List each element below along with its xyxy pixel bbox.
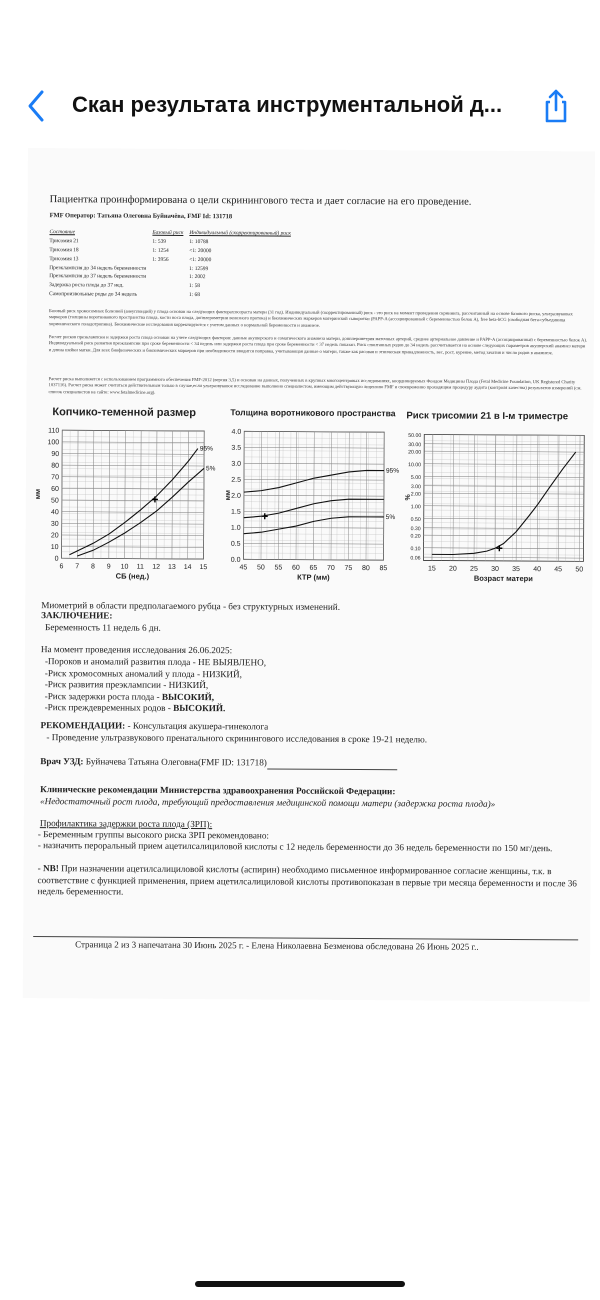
x-tick-label: 35 — [512, 565, 520, 574]
x-tick-label: 8 — [91, 563, 95, 571]
y-tick-label: 10 — [50, 544, 59, 552]
x-tick-label: 45 — [554, 566, 563, 574]
conclusion-text: Беременность 11 недель 6 дн. — [45, 622, 161, 633]
risk-table — [49, 228, 297, 300]
prophylaxis-2: - назначить пероральный прием ацетилсалициловой кислоты с 12 недель беременности до 36 недель беременности по 150 мг/день. — [37, 840, 553, 854]
y-tick-label: 0.10 — [410, 546, 421, 553]
y-tick-label: 0.0 — [230, 556, 241, 564]
list-item — [45, 702, 590, 717]
x-tick-label: 11 — [136, 563, 144, 571]
patient-marker — [262, 513, 268, 519]
y-tick-label: 30.00 — [408, 442, 422, 449]
y-tick-label: 1.0 — [230, 524, 241, 532]
x-tick-label: 9 — [106, 563, 111, 571]
y-tick-label: 90 — [51, 450, 60, 458]
risk-header-individual: Индивидуальный (скорректированный) риск — [189, 230, 291, 237]
x-tick-label: 15 — [199, 564, 208, 572]
prophylaxis-1: - Беременным группы высокого риска ЗРП рекомендовано: — [37, 829, 270, 841]
x-axis-label: КТР (мм) — [297, 572, 330, 582]
y-tick-label: 10.00 — [408, 462, 422, 469]
scanned-document — [23, 148, 595, 1001]
risk-individual: 1: 2002 — [189, 274, 206, 281]
x-axis-label: Возраст матери — [473, 573, 533, 584]
x-tick-label: 14 — [183, 563, 192, 572]
y-tick-label: 80 — [51, 462, 60, 470]
share-button[interactable] — [540, 88, 572, 124]
page-footer: Страница 2 из 3 напечатана 30 Июнь 2025 г. - Елена Николаевна Безменова обследована 26 Июнь 2025 г.. — [75, 939, 479, 952]
x-tick-label: 25 — [470, 565, 478, 573]
recommendation-2: - Проведение ультразвукового пренатального скринингового исследования в сроке 19-21 неделю. — [46, 732, 428, 745]
x-tick-label: 30 — [491, 565, 499, 573]
y-tick-label: 50 — [51, 497, 59, 505]
doctor-line — [40, 756, 585, 771]
risk-base — [152, 264, 189, 273]
x-tick-label: 80 — [362, 565, 370, 573]
x-tick-label: 45 — [239, 564, 248, 572]
prophylaxis-label: Профилактика задержки роста плода (ЗРП): — [39, 818, 213, 830]
operator-line: FMF Оператор: Татьяна Олеговна Буйначёва, FMF Id: 131718 — [49, 212, 233, 221]
y-tick-label: 3.00 — [410, 484, 421, 491]
risk-base: 1: 3956 — [152, 256, 169, 263]
x-tick-label: 70 — [327, 564, 335, 572]
patient-marker — [496, 545, 502, 551]
y-tick-label: 4.0 — [231, 428, 242, 436]
risk-individual: 1: 68 — [188, 291, 200, 299]
findings-list — [45, 656, 590, 717]
risk-condition: Трисомия 21 — [49, 238, 79, 245]
risk-individual: <1: 20000 — [189, 247, 212, 255]
doctor-name: Буйначева Татьяна Олеговна(FMF ID: 131718) — [83, 756, 267, 768]
y-tick-label: 1.5 — [231, 508, 241, 516]
x-axis-label: СБ (нед.) — [115, 571, 150, 581]
chevron-left-icon — [22, 88, 52, 124]
series-label: 5% — [206, 465, 216, 473]
y-tick-label: 5.00 — [410, 474, 422, 481]
risk-base: 1: 539 — [152, 238, 167, 246]
conclusion-label: ЗАКЛЮЧЕНИЕ: — [41, 610, 113, 621]
patient-marker — [152, 496, 158, 502]
crl-chart-title: Копчико-теменной размер — [52, 406, 196, 420]
trisomy-chart-svg — [401, 408, 592, 584]
x-tick-label: 12 — [152, 563, 161, 571]
exam-date: На момент проведения исследования 26.06.2025: — [40, 644, 233, 656]
nt-chart-title: Толщина воротникового пространства — [230, 407, 396, 419]
risk-condition: Преэклампсия до 37 недель беременности — [49, 273, 147, 281]
finding-value: ВЫСОКИЙ, — [161, 691, 215, 702]
crl-chart — [29, 406, 225, 582]
risk-header-base: Базовый риск — [152, 230, 184, 237]
doctor-label: Врач УЗД: — [40, 756, 84, 767]
fine-print-3: Расчет риска выполняется с использованием программного обеспечения FMF-2012 (версия 3,5) и основан на данных, полученных в крупных многоцентровых исследованиях, координируемых Фондом Медицины Плода (Fetal Medicine Foundation, UK Registered Charity 1037116). Расчет риска может считаться действительным только в случае,если ультразвуковое исследование выполнено специалистом, имеющим действующую лицензию FMF и своевременно проходящим процедуру аудита (контроля качества) результатов измерений (см. список специалистов на сайте: www.fetalmedicine.org). — [48, 376, 582, 395]
y-tick-label: 50.00 — [408, 432, 422, 439]
consent-text: Пациентка проинформирована о цели скринингового теста и дает согласие на его проведение. — [49, 194, 472, 208]
y-tick-label: 3.0 — [231, 460, 242, 468]
y-tick-label: 100 — [47, 439, 60, 447]
x-tick-label: 60 — [292, 564, 300, 572]
x-tick-label: 13 — [167, 563, 176, 571]
y-tick-label: 0.5 — [230, 540, 241, 548]
x-tick-label: 7 — [75, 563, 80, 571]
y-tick-label: 60 — [51, 485, 59, 493]
navigation-bar — [0, 0, 600, 150]
x-tick-label: 40 — [533, 566, 542, 574]
risk-condition: Трисомия 13 — [49, 255, 79, 263]
y-tick-label: 40 — [50, 509, 59, 517]
y-tick-label: 0.20 — [410, 533, 421, 540]
home-indicator[interactable] — [195, 1281, 405, 1287]
x-tick-label: 55 — [274, 564, 283, 572]
finding-text: -Риск развития преэклампсии - НИЗКИЙ, — [44, 679, 209, 691]
y-tick-label: 30 — [50, 520, 59, 528]
x-tick-label: 10 — [120, 563, 129, 571]
myometrium-text: Миометрий в области предполагаемого рубца - без структурных изменений. — [41, 600, 341, 612]
y-tick-label: 0.06 — [410, 555, 421, 562]
risk-base — [152, 290, 189, 299]
trisomy-chart — [401, 408, 592, 584]
y-tick-label: 110 — [48, 427, 60, 435]
series-label: 95% — [199, 445, 213, 453]
fine-print-1: Базовый риск хромосомных болезней (анеуплоидий) у плода основан на следующих факторах:возраста матери (31 год). Индивидуальный (скорректированный) риск - это риск на момент проведения скрининга, рассчитанный на основе базового риска, ультразвуковых маркеров (толщины воротникового пространства плода, кости носа плода, допплерометрии венозного протока) и биохимических маркеров материнской сыворотки (PAPP-A (ассоциированный с беременностью белок А), free beta-hCG (свободная бета-субъединица хорионического гонадотропина). Биохимические исследования корректируются с учетом данных о нормальной беременности и анамнезе. — [48, 308, 573, 328]
y-tick-label: 20 — [50, 532, 59, 540]
finding-text: -Риск задержки роста плода - — [44, 690, 162, 702]
x-tick-label: 85 — [379, 565, 388, 573]
y-tick-label: 3.5 — [231, 444, 242, 452]
finding-text: -Пороков и аномалий развития плода - НЕ ВЫЯВЛЕНО, — [44, 656, 267, 668]
y-tick-label: 0.50 — [410, 516, 421, 523]
risk-individual: <1: 20000 — [189, 256, 212, 263]
y-tick-label: 2.0 — [231, 492, 241, 500]
table-row — [49, 290, 296, 300]
risk-condition: Самопроизвольные роды до 34 недель — [49, 291, 137, 298]
finding-text: -Риск преждевременных родов - — [44, 702, 174, 713]
x-tick-label: 15 — [427, 565, 436, 573]
nt-chart — [221, 407, 402, 583]
y-tick-label: 70 — [51, 474, 60, 482]
y-tick-label: 0 — [54, 555, 59, 563]
risk-base: 1: 1254 — [152, 247, 169, 254]
x-tick-label: 50 — [257, 564, 265, 572]
x-tick-label: 20 — [448, 565, 457, 573]
finding-value: ВЫСОКИЙ. — [173, 702, 226, 714]
series-label: 95% — [386, 467, 400, 475]
risk-header-condition: Состояние — [49, 229, 76, 236]
x-tick-label: 50 — [575, 566, 584, 574]
page-title: Скан результата инструментальной д... — [72, 92, 503, 117]
y-tick-label: 2.5 — [231, 476, 241, 484]
risk-condition: Трисомия 18 — [49, 247, 79, 254]
x-tick-label: 75 — [344, 564, 353, 572]
recommendations-label: РЕКОМЕНДАЦИИ: — [40, 720, 126, 731]
x-tick-label: 65 — [309, 564, 318, 572]
y-tick-label: 0.30 — [410, 526, 421, 533]
trisomy-chart-title: Риск трисомии 21 в I-м триместре — [406, 410, 569, 423]
risk-base — [152, 273, 189, 282]
x-tick-label: 6 — [59, 563, 64, 571]
recommendation-1: - Консультация акушера-гинеколога — [125, 720, 269, 732]
nt-chart-svg — [221, 407, 402, 583]
y-axis-label: мм — [224, 490, 232, 501]
y-tick-label: 2.00 — [410, 491, 421, 498]
finding-text: -Риск хромосомных аномалий у плода - НИЗКИЙ, — [44, 667, 243, 679]
risk-individual: 1: 10788 — [189, 239, 209, 246]
risk-individual: 1: 58 — [189, 283, 201, 290]
fine-print-2: Расчет рисков преэклампсии и задержки роста плода основан на учете следующих факторов: данные акушерского и соматического анамнеза матери, допплерометрия маточных артерий, среднее артериальное давление и PAPP-A (ассоциированный с беременностью белок А). Индивидуальный риск развития преэклампсии при сроке беременности < 34 недель или задержки роста плода при сроке беременности < 37 недель показан. Риск спонтанных родов до 34 недель рассчитывается на основе следующих параметров акушерский анамнез матери и длина шейки матки. Для всех биофизических и биохимических маркеров при необходимости вводится поправка, учитывающая данные о матери, также как расовая и этническая принадлежность, вес, рост, курение, метод зачатия и число родов в анамнезе. — [48, 334, 588, 356]
nb-note — [37, 863, 582, 901]
back-button[interactable] — [22, 88, 52, 124]
risk-condition: Преэклампсия до 34 недель беременности — [49, 264, 147, 272]
risk-base — [152, 282, 189, 291]
y-tick-label: 1.00 — [410, 504, 421, 511]
nb-text: При назначении ацетилсалициловой кислоты (аспирин) необходимо письменное информированное согласие женщины, т.к. в соответствие с функцией применения, прием ацетилсалициловой кислоты противопоказан в первые три месяца беременности и после 36 недель беременности. — [37, 863, 577, 897]
risk-individual: 1: 12599 — [189, 265, 209, 272]
nb-label: - NB! — [37, 863, 59, 874]
series-label: 5% — [385, 513, 396, 522]
ministry-title: «Недостаточный рост плода, требующий предоставления медицинской помощи матери (задержка роста плода)» — [39, 796, 496, 809]
risk-condition: Задержка роста плода до 37 нед. — [49, 282, 124, 289]
y-axis-label: мм — [34, 488, 42, 500]
crl-chart-svg — [29, 406, 225, 582]
ministry-heading: Клинические рекомендации Министерства здравоохранения Российской Федерации: — [40, 784, 396, 797]
share-icon — [540, 88, 572, 124]
signature-line — [267, 759, 397, 770]
y-tick-label: 20.00 — [408, 449, 422, 456]
y-axis-label: % — [404, 494, 412, 501]
